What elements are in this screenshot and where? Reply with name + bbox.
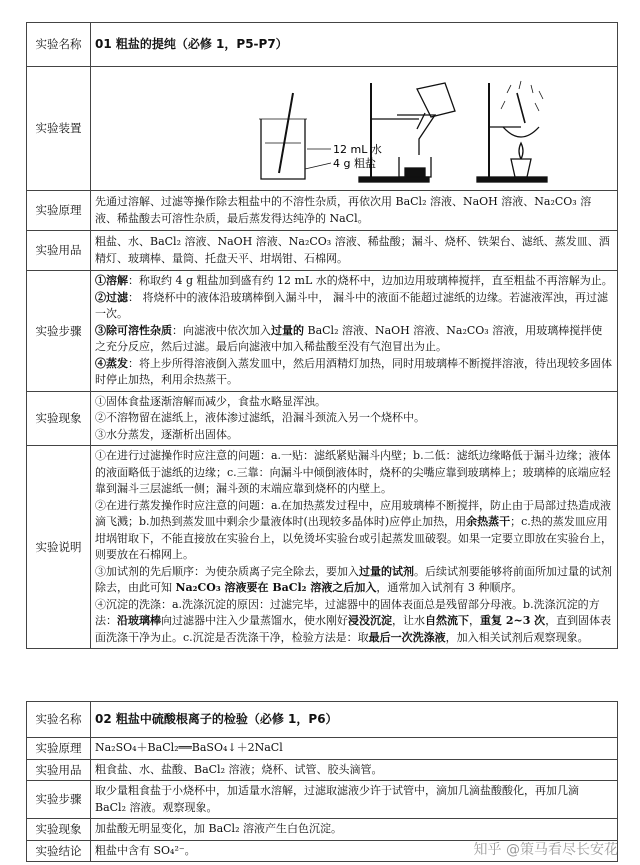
- exp2-conclusion: 粗盐中含有 SO₄²⁻。: [91, 840, 618, 862]
- glass-rod-icon: [279, 93, 293, 173]
- note-1: ①在进行过滤操作时应注意的问题：a.一贴：滤纸紧贴漏斗内壁；b.二低：滤纸边缘略低于漏斗边缘；液体的液面略低于滤纸的边缘；c.三靠：向漏斗中倾倒液体时，烧杯的尖嘴应靠到玻璃棒上；玻璃棒的底端应轻靠到漏斗三层滤纸一侧；漏斗颈的末端应靠到烧杯的内壁上。: [95, 449, 611, 495]
- exp1-items-label: 实验用品: [27, 231, 91, 271]
- water-label: 12 mL 水: [333, 143, 382, 156]
- exp2-steps-label: 实验步骤: [27, 781, 91, 819]
- evaporating-dish-icon: [503, 127, 539, 137]
- exp1-steps: [91, 271, 618, 392]
- exp2-name-label: 实验名称: [27, 702, 91, 738]
- step-1: ①溶解：称取约 4 g 粗盐加到盛有约 12 mL 水的烧杯中，边加边用玻璃棒搅拌，直至粗盐不再溶解为止。: [95, 274, 613, 287]
- note-3: ③加试剂的先后顺序：为使杂质离子完全除去，要加入过量的试剂。后续试剂要能够将前面所加过量的试剂除去，由此可知 Na₂CO₃ 溶液要在 BaCl₂ 溶液之后加入，通常加入试剂有 3 种顺序。: [95, 564, 612, 594]
- exp1-apparatus: [91, 67, 618, 191]
- exp1-notes-label: 实验说明: [27, 446, 91, 649]
- alcohol-lamp-icon: [511, 159, 531, 177]
- step-2: ②过滤： 将烧杯中的液体沿玻璃棒倒入漏斗中， 漏斗中的液面不能超过滤纸的边缘。若滤液浑浊，再过滤一次。: [95, 290, 608, 320]
- exp2-phenomena: 加盐酸无明显变化，加 BaCl₂ 溶液产生白色沉淀。: [91, 819, 618, 841]
- exp1-items: 粗盐、水、BaCl₂ 溶液、NaOH 溶液、Na₂CO₃ 溶液、稀盐酸；漏斗、烧杯、铁架台、滤纸、蒸发皿、酒精灯、玻璃棒、量筒、托盘天平、坩埚钳、石棉网。: [91, 231, 618, 271]
- exp2-title: 02 粗盐中硫酸根离子的检验（必修 1，P6）: [91, 702, 618, 738]
- exp1-notes: [91, 446, 618, 649]
- phenomenon-1: ①固体食盐逐渐溶解而减少，食盐水略显浑浊。: [95, 394, 326, 408]
- exp2-conclusion-label: 实验结论: [27, 840, 91, 862]
- phenomenon-3: ③水分蒸发，逐渐析出固体。: [95, 427, 238, 441]
- apparatus-drawing: [221, 73, 601, 185]
- exp1-principle-label: 实验原理: [27, 191, 91, 231]
- step-4: ④蒸发：将上步所得溶液倒入蒸发皿中，然后用酒精灯加热，同时用玻璃棒不断搅拌溶液，待出现较多固体时停止加热，利用余热蒸干。: [95, 356, 612, 386]
- exp2-steps: 取少量粗食盐于小烧杯中，加适量水溶解，过滤取滤液少许于试管中，滴加几滴盐酸酸化，再加几滴 BaCl₂ 溶液。观察现象。: [91, 781, 618, 819]
- exp2-principle: Na₂SO₄＋BaCl₂══BaSO₄↓＋2NaCl: [91, 738, 618, 760]
- watermark: 知乎 @策马看尽长安花: [473, 842, 618, 858]
- exp1-name-label: 实验名称: [27, 23, 91, 67]
- experiment-1-table: [26, 22, 618, 649]
- exp1-phenomena-label: 实验现象: [27, 391, 91, 446]
- exp1-title: 01 粗盐的提纯（必修 1，P5-P7）: [91, 23, 618, 67]
- exp2-items: 粗食盐、水、盐酸、BaCl₂ 溶液；烧杯、试管、胶头滴管。: [91, 759, 618, 781]
- exp1-phenomena: [91, 391, 618, 446]
- exp1-apparatus-label: 实验装置: [27, 67, 91, 191]
- step-3: ③除可溶性杂质：向滤液中依次加入过量的 BaCl₂ 溶液、NaOH 溶液、Na₂CO₃ 溶液，用玻璃棒搅拌使之充分反应，然后过滤。最后向滤液中加入稀盐酸至没有气泡冒出为止。: [95, 323, 603, 353]
- funnel-icon: [397, 115, 435, 155]
- exp1-principle: 先通过溶解、过滤等操作除去粗盐中的不溶性杂质，再依次用 BaCl₂ 溶液、NaOH 溶液、Na₂CO₃ 溶液、稀盐酸去可溶性杂质，最后蒸发得达纯净的 NaCl。: [91, 191, 618, 231]
- salt-label: 4 g 粗盐: [333, 157, 376, 170]
- exp2-principle-label: 实验原理: [27, 738, 91, 760]
- exp2-items-label: 实验用品: [27, 759, 91, 781]
- phenomenon-2: ②不溶物留在滤纸上，液体渗过滤纸，沿漏斗颈流入另一个烧杯中。: [95, 411, 425, 424]
- experiment-2-table: [26, 701, 618, 862]
- note-2: ②在进行蒸发操作时应注意的问题：a.在加热蒸发过程中，应用玻璃棒不断搅拌，防止由于局部过热造成液滴飞溅；b.加热到蒸发皿中剩余少量液体时(出现较多晶体时)应停止加热，用余热蒸干；c.热的蒸发皿应用坩埚钳取下，不能直接放在实验台上，以免烫坏实验台或引起蒸发皿破裂。如果一定要立即放在实验台上，则要放在石棉网上。: [95, 498, 612, 561]
- exp1-steps-label: 实验步骤: [27, 271, 91, 392]
- note-4: ④沉淀的洗涤：a.洗涤沉淀的原因：过滤完毕，过滤器中的固体表面总是残留部分母液。b.洗涤沉淀的方法：沿玻璃棒向过滤器中注入少量蒸馏水，使水刚好浸没沉淀，让水自然流下，重复 2~3 次，直到固体表面洗涤干净为止。c.沉淀是否洗涤干净，检验方法是：取最后一次洗涤液，加入相关试剂后观察现象。: [95, 597, 612, 644]
- exp2-phenomena-label: 实验现象: [27, 819, 91, 841]
- pour-beaker-icon: [417, 83, 455, 117]
